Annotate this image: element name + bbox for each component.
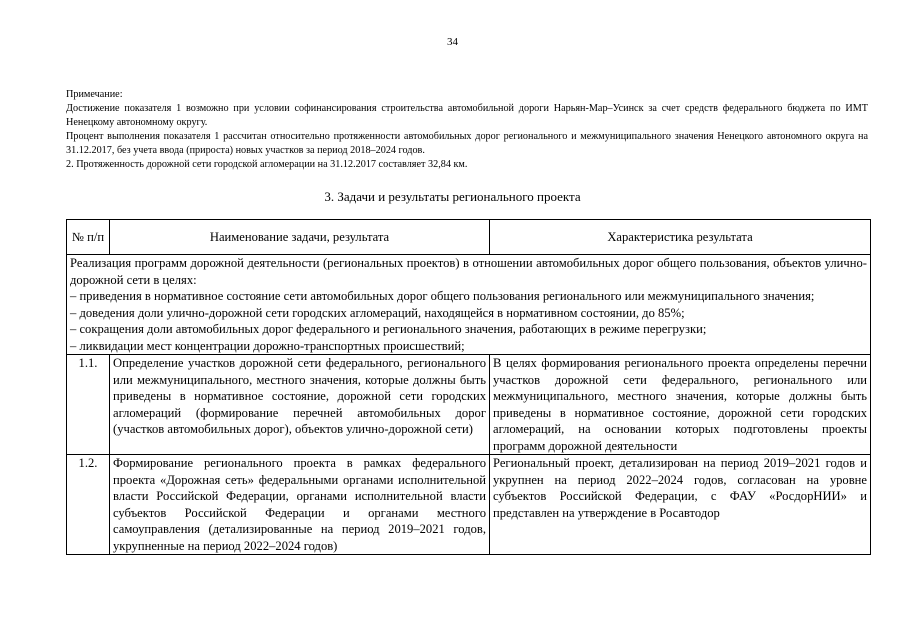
intro-line-5: – ликвидации мест концентрации дорожно-транспортных происшествий; — [70, 338, 465, 353]
row-task: Определение участков дорожной сети федерального, регионального или межмуниципального, местного значения, которые должны быть приведены в нормативное состояние, дорожной сети городских агломераций (формирование перечней автомобильных дорог (участков автомобильных дорог), объектов улично-дорожной сети) — [110, 355, 490, 455]
section-title: 3. Задачи и результаты регионального проекта — [324, 189, 581, 204]
row-characteristic: Региональный проект, детализирован на период 2019–2021 годов и укрупнен на период 2022–2024 годов, согласован на уровне субъектов Российской Федерации, с ФАУ «РосдорНИИ» и представлен на утверждение в Росавтодор — [490, 455, 871, 555]
notes-block — [66, 88, 868, 172]
note-line-1: Достижение показателя 1 возможно при условии софинансирования строительства автомобильной дороги Нарьян-Мар–Усинск за счет средств федерального бюджета по ИМТ Ненецкому автономному округу. — [66, 103, 868, 128]
row-num: 1.1. — [67, 355, 110, 455]
table-row — [67, 355, 871, 455]
intro-line-3: – доведения доли улично-дорожной сети городских агломераций, находящейся в нормативном состоянии, до 85%; — [70, 305, 685, 320]
header-characteristic: Характеристика результата — [490, 220, 871, 255]
notes-heading: Примечание: — [66, 89, 123, 100]
note-line-2: Процент выполнения показателя 1 рассчитан относительно протяженности автомобильных дорог регионального и межмуниципального значения Ненецкого автономного округа на 31.12.2017, без учета ввода (прироста) новых участков за период 2018–2024 годов. — [66, 131, 868, 156]
intro-line-4: – сокращения доли автомобильных дорог федерального и регионального значения, работающих в режиме перегрузки; — [70, 322, 707, 336]
header-task: Наименование задачи, результата — [110, 220, 490, 255]
table-row — [67, 455, 871, 555]
intro-row — [67, 255, 871, 355]
header-num: № п/п — [67, 220, 110, 255]
row-task: Формирование регионального проекта в рамках федерального проекта «Дорожная сеть» федеральными органами исполнительной власти Российской Федерации, органами исполнительной власти субъектов Российской Федерации и органами местного самоуправления (детализированные на период 2019–2021 годов, укрупненные на период 2022–2024 годов) — [110, 455, 490, 555]
table-header-row — [67, 220, 871, 255]
row-num: 1.2. — [67, 455, 110, 555]
row-characteristic: В целях формирования регионального проекта определены перечни участков дорожной сети федерального, регионального или межмуниципального, местного значения, которые должны быть приведены в нормативное состояние, дорожной сети городских агломераций, на основании которых подготовлены проекты программ дорожной деятельности — [490, 355, 871, 455]
intro-line-2: – приведения в нормативное состояние сети автомобильных дорог общего пользования регионального или межмуниципального значения; — [70, 289, 815, 303]
intro-line-1: Реализация программ дорожной деятельности (региональных проектов) в отношении автомобильных дорог общего пользования, объектов улично-дорожной сети в целях: — [70, 256, 867, 287]
results-table — [66, 219, 871, 555]
intro-cell — [67, 255, 871, 355]
note-line-3: 2. Протяженность дорожной сети городской агломерации на 31.12.2017 составляет 32,84 км. — [66, 159, 468, 170]
page-number: 34 — [447, 36, 458, 48]
